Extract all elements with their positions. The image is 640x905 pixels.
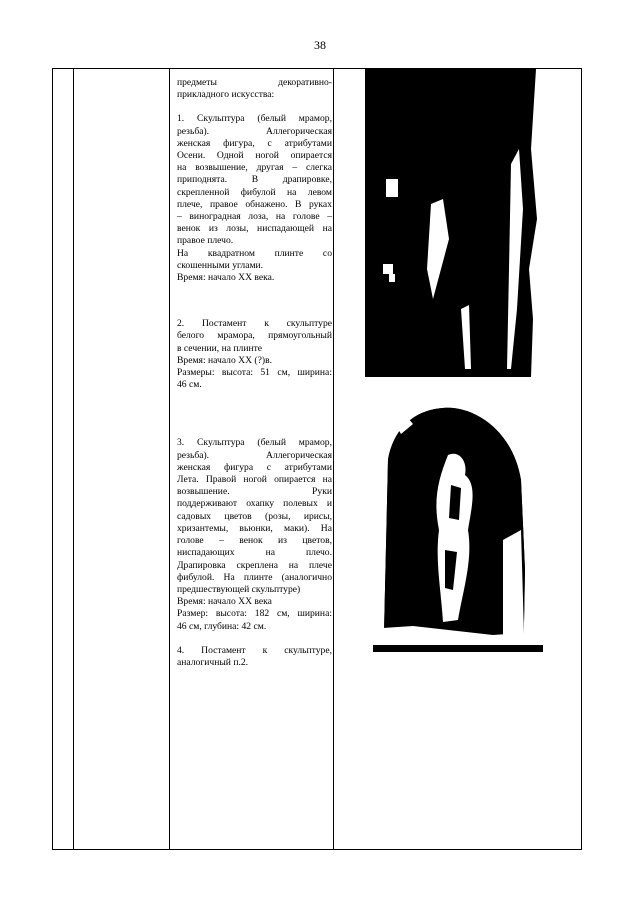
item-1-description: [177, 113, 332, 284]
text-line: 46 см.: [177, 379, 202, 391]
page-number: 38: [314, 38, 326, 52]
text-line: фибулой. На плинте (аналогично: [177, 571, 332, 583]
text-line: хризантемы, вьюнки, маки). На: [177, 522, 332, 534]
text-line: поддерживают охапку полевых и: [177, 498, 332, 510]
text-line: – виноградная лоза, на голове –: [177, 211, 332, 223]
text-line: скошенными углами.: [177, 259, 264, 271]
intro-line: предметы декоративно-: [177, 77, 332, 88]
text-line: резьба). Аллегорическая: [177, 125, 332, 137]
item-4-description: [177, 645, 332, 669]
text-line: Время: начало XX (?)в.: [177, 354, 272, 366]
text-line: в сечении, на плинте: [177, 342, 263, 354]
text-line: Осени. Одной ногой опирается: [177, 150, 332, 162]
text-line: Время: начало XX века: [177, 596, 272, 608]
text-line: предшествующей скульптуре): [177, 583, 301, 595]
text-line: Лета. Правой ногой опирается на: [177, 474, 332, 486]
text-line: белого мрамора, прямоугольный: [177, 330, 332, 342]
text-line: 46 см, глубина: 42 см.: [177, 620, 267, 632]
intro-line: прикладного искусства:: [177, 89, 275, 101]
text-line: правое плечо.: [177, 235, 234, 247]
text-line: 1. Скульптура (белый мрамор,: [177, 113, 332, 125]
text-line: женская фигура с атрибутами: [177, 461, 332, 473]
item-3-description: [177, 437, 332, 632]
sculpture-photo-image: [353, 390, 562, 676]
text-line: резьба). Аллегорическая: [177, 449, 332, 461]
photo-summer-sculpture: [353, 390, 562, 676]
text-line: Размеры: высота: 51 см, ширина:: [177, 367, 332, 379]
text-line: Время: начало XX века.: [177, 272, 275, 284]
text-line: возвышение. Руки: [177, 486, 332, 498]
text-line: Размер: высота: 182 см, ширина:: [177, 608, 332, 620]
photo-autumn-sculpture: [361, 69, 554, 377]
text-line: плече, правое обнажено. В руках: [177, 198, 332, 210]
text-line: 4. Постамент к скульптуре,: [177, 644, 332, 656]
column-divider-2: [169, 69, 170, 849]
column-divider-1: [73, 69, 74, 849]
text-line: приподнята. В драпировке,: [177, 174, 332, 186]
text-line: Драпировка скреплена на плече: [177, 559, 332, 571]
sculpture-photo-image: [361, 69, 554, 377]
text-line: голове – венок из цветов,: [177, 535, 332, 547]
text-line: На квадратном плинте со: [177, 247, 332, 259]
item-2-description: [177, 318, 332, 391]
text-line: скрепленной фибулой на левом: [177, 186, 332, 198]
text-line: ниспадающих на плечо.: [177, 547, 332, 559]
text-line: венок из лозы, ниспадающей на: [177, 223, 332, 235]
text-line: 3. Скульптура (белый мрамор,: [177, 437, 332, 449]
column-divider-3: [333, 69, 334, 849]
text-line: садовых цветов (розы, ирисы,: [177, 510, 332, 522]
text-line: на возвышение, другая – слегка: [177, 162, 332, 174]
description-cell: [177, 77, 332, 669]
text-line: женская фигура, с атрибутами: [177, 137, 332, 149]
text-line: 2. Постамент к скульптуре: [177, 318, 332, 330]
text-line: аналогичный п.2.: [177, 656, 249, 668]
